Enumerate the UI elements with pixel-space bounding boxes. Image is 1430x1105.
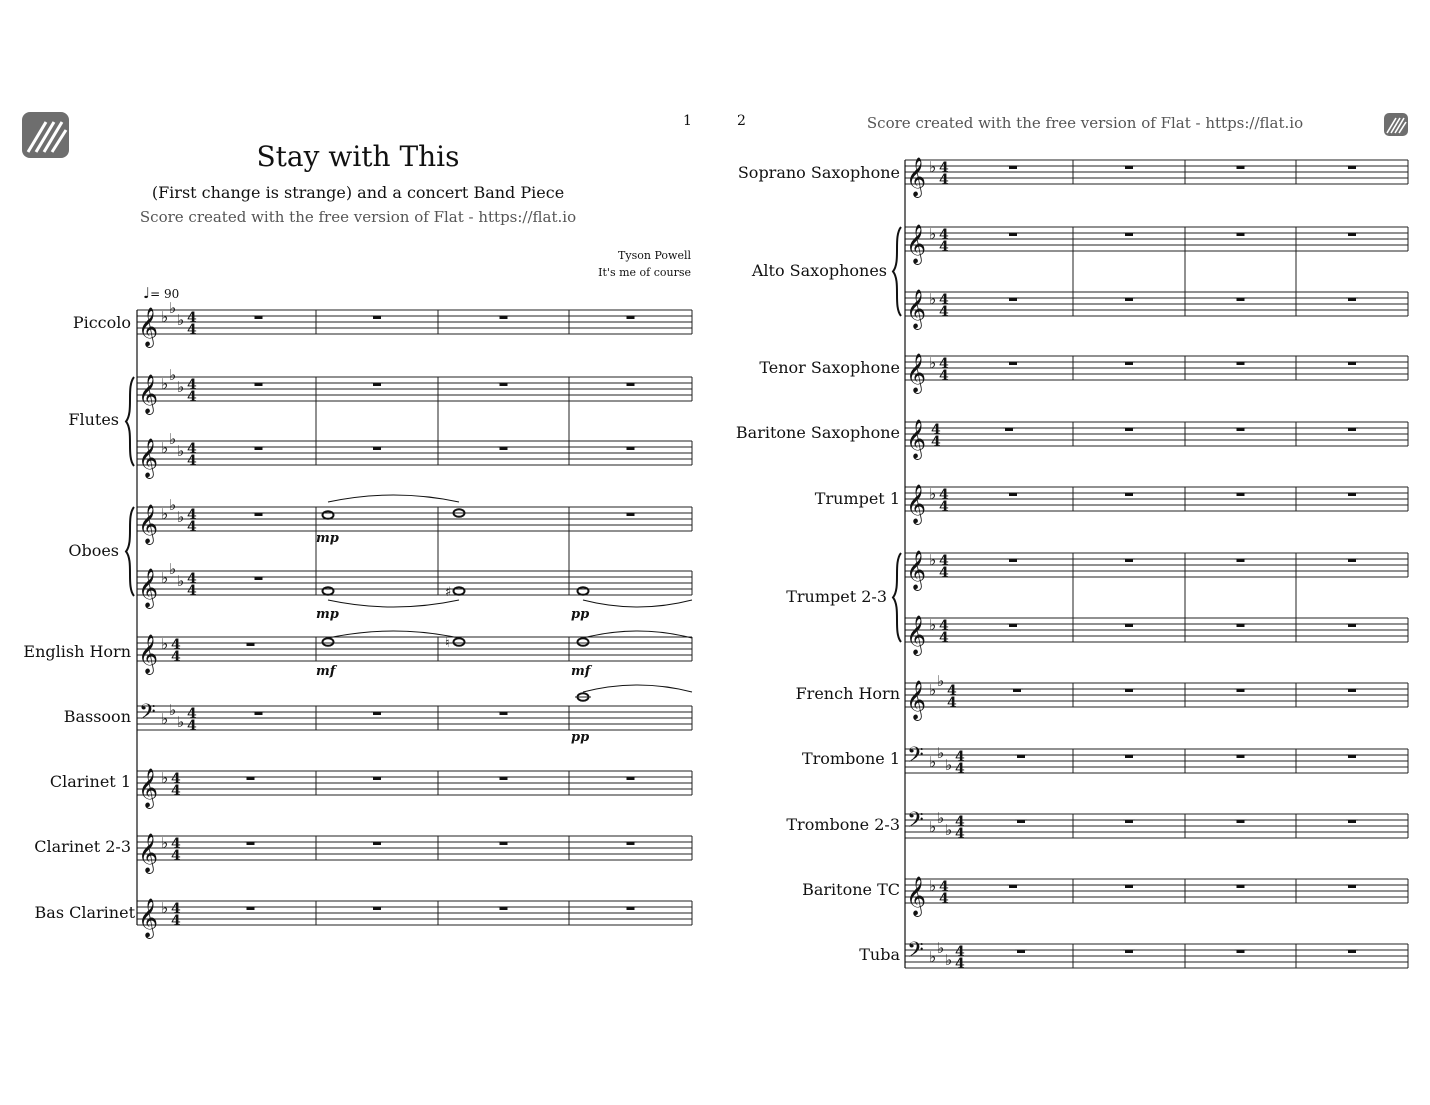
treble-clef-icon: 𝄞 (138, 768, 159, 808)
time-signature: 4 (939, 172, 949, 188)
time-signature: 4 (171, 901, 181, 917)
brace (893, 553, 901, 642)
time-signature: 4 (187, 571, 197, 587)
flat-sign: ♭ (937, 939, 945, 957)
whole-note-icon (454, 638, 465, 646)
composer: Tyson Powell (618, 249, 691, 262)
flat-sign: ♭ (161, 375, 169, 393)
time-signature: 4 (939, 239, 949, 255)
treble-clef-icon: 𝄞 (906, 680, 927, 720)
time-signature: 4 (187, 706, 197, 722)
instrument-label: Trumpet 1 (814, 489, 900, 508)
treble-clef-icon: 𝄞 (906, 484, 927, 524)
instrument-label: Bas Clarinet (34, 903, 135, 922)
flat-credit[interactable]: Score created with the free version of Flat - https://flat.io (866, 114, 1304, 132)
treble-clef-icon: 𝄞 (906, 157, 927, 197)
flat-sign: ♭ (937, 744, 945, 762)
flat-sign: ♭ (161, 308, 169, 326)
time-signature: 4 (955, 944, 965, 960)
time-signature: 4 (939, 879, 949, 895)
time-signature: 4 (931, 434, 941, 450)
time-signature: 4 (171, 836, 181, 852)
flat-sign: ♭ (169, 560, 177, 578)
flat-sign: ♭ (177, 378, 185, 396)
instrument-label: Trombone 2-3 (786, 815, 900, 834)
instrument-label: Clarinet 1 (49, 772, 131, 791)
time-signature: 4 (187, 453, 197, 469)
flat-sign: ♭ (945, 821, 953, 839)
time-signature: 4 (187, 377, 197, 393)
whole-note-icon (323, 587, 334, 595)
instrument-label: Trumpet 2-3 (786, 587, 887, 606)
time-signature: 4 (187, 519, 197, 535)
flat-sign: ♭ (929, 681, 937, 699)
treble-clef-icon: 𝄞 (138, 438, 159, 478)
flat-sign: ♭ (161, 439, 169, 457)
treble-clef-icon: 𝄞 (906, 615, 927, 655)
time-signature: 4 (171, 649, 181, 665)
dynamic-marking: mp (316, 531, 339, 546)
instrument-label: French Horn (795, 684, 900, 703)
treble-clef-icon: 𝄞 (138, 898, 159, 938)
treble-clef-icon: 𝄞 (906, 289, 927, 329)
treble-clef-icon: 𝄞 (906, 353, 927, 393)
flat-sign: ♭ (161, 899, 169, 917)
time-signature: 4 (955, 956, 965, 972)
treble-clef-icon: 𝄞 (906, 550, 927, 590)
page-number: 1 (683, 113, 692, 129)
instrument-label: Oboes (68, 541, 119, 560)
dynamic-marking: mf (571, 664, 591, 679)
flat-sign: ♭ (161, 710, 169, 728)
treble-clef-icon: 𝄞 (906, 224, 927, 264)
time-signature: 4 (939, 565, 949, 581)
time-signature: 4 (947, 683, 957, 699)
time-signature: 4 (939, 499, 949, 515)
time-signature: 4 (939, 227, 949, 243)
accidental: ♯ (445, 585, 452, 600)
flat-credit[interactable]: Score created with the free version of Flat - https://flat.io (139, 208, 577, 226)
score-title: Stay with This (256, 140, 460, 173)
time-signature: 4 (187, 507, 197, 523)
flat-sign: ♭ (169, 430, 177, 448)
instrument-label: Soprano Saxophone (737, 163, 900, 182)
flat-sign: ♭ (929, 551, 937, 569)
treble-clef-icon: 𝄞 (138, 307, 159, 347)
flat-sign: ♭ (161, 569, 169, 587)
whole-note-icon (323, 638, 334, 646)
time-signature: 4 (939, 630, 949, 646)
flat-sign: ♭ (161, 635, 169, 653)
lyricist: It's me of course (598, 266, 691, 279)
time-signature: 4 (171, 783, 181, 799)
time-signature: 4 (187, 441, 197, 457)
treble-clef-icon: 𝄞 (138, 374, 159, 414)
page-number: 2 (737, 113, 746, 129)
flat-sign: ♭ (929, 818, 937, 836)
flat-sign: ♭ (169, 299, 177, 317)
flat-sign: ♭ (929, 948, 937, 966)
time-signature: 4 (939, 304, 949, 320)
instrument-label: Clarinet 2-3 (34, 837, 131, 856)
flat-sign: ♭ (929, 485, 937, 503)
instrument-label: Tenor Saxophone (759, 358, 900, 377)
flat-sign: ♭ (161, 505, 169, 523)
time-signature: 4 (947, 695, 957, 711)
time-signature: 4 (939, 368, 949, 384)
flat-sign: ♭ (929, 753, 937, 771)
slur (583, 600, 692, 607)
flat-sign: ♭ (169, 366, 177, 384)
flat-sign: ♭ (929, 877, 937, 895)
time-signature: 4 (187, 718, 197, 734)
time-signature: 4 (939, 553, 949, 569)
score-subtitle: (First change is strange) and a concert Band Piece (151, 183, 565, 202)
dynamic-marking: mp (316, 607, 339, 622)
instrument-label: Flutes (68, 410, 119, 429)
slur (328, 600, 459, 607)
time-signature: 4 (187, 322, 197, 338)
flat-sign: ♭ (929, 158, 937, 176)
flat-sign: ♭ (937, 809, 945, 827)
treble-clef-icon: 𝄞 (138, 634, 159, 674)
flat-sign: ♭ (161, 769, 169, 787)
brace (126, 377, 134, 466)
whole-note-icon (454, 587, 465, 595)
brace (893, 227, 901, 316)
flat-sign: ♭ (929, 225, 937, 243)
instrument-label: English Horn (23, 642, 131, 661)
dynamic-marking: mf (316, 664, 336, 679)
bass-clef-icon: 𝄢 (907, 938, 924, 968)
time-signature: 4 (955, 814, 965, 830)
instrument-label: Baritone Saxophone (735, 423, 900, 442)
flat-sign: ♭ (177, 311, 185, 329)
time-signature: 4 (955, 826, 965, 842)
treble-clef-icon: 𝄞 (906, 419, 927, 459)
quarter-note-icon: ♩ (143, 284, 151, 302)
instrument-label: Alto Saxophones (751, 261, 887, 280)
flat-sign: ♭ (945, 951, 953, 969)
treble-clef-icon: 𝄞 (138, 504, 159, 544)
time-signature: 4 (187, 310, 197, 326)
time-signature: 4 (939, 618, 949, 634)
time-signature: 4 (939, 292, 949, 308)
accidental: ♮ (445, 636, 450, 651)
flat-sign: ♭ (929, 616, 937, 634)
instrument-label: Tuba (859, 945, 900, 964)
time-signature: 4 (187, 583, 197, 599)
bass-clef-icon: 𝄢 (907, 808, 924, 838)
flat-sign: ♭ (177, 713, 185, 731)
flat-sign: ♭ (161, 834, 169, 852)
flat-sign: ♭ (177, 572, 185, 590)
treble-clef-icon: 𝄞 (906, 876, 927, 916)
time-signature: 4 (171, 913, 181, 929)
flat-sign: ♭ (929, 354, 937, 372)
bass-clef-icon: 𝄢 (139, 700, 156, 730)
time-signature: 4 (939, 487, 949, 503)
flat-sign: ♭ (169, 701, 177, 719)
time-signature: 4 (939, 160, 949, 176)
time-signature: 4 (171, 848, 181, 864)
flat-sign: ♭ (937, 672, 945, 690)
treble-clef-icon: 𝄞 (138, 568, 159, 608)
time-signature: 4 (171, 637, 181, 653)
flat-sign: ♭ (929, 290, 937, 308)
slur (328, 495, 459, 502)
time-signature: 4 (955, 761, 965, 777)
brace (126, 507, 134, 596)
instrument-label: Piccolo (72, 313, 131, 332)
flat-sign: ♭ (177, 508, 185, 526)
dynamic-marking: pp (571, 607, 590, 622)
tempo-value: = 90 (150, 287, 180, 301)
time-signature: 4 (187, 389, 197, 405)
instrument-label: Baritone TC (802, 880, 900, 899)
time-signature: 4 (931, 422, 941, 438)
slur (583, 685, 692, 692)
whole-note-icon (578, 638, 589, 646)
treble-clef-icon: 𝄞 (138, 833, 159, 873)
flat-sign: ♭ (177, 442, 185, 460)
dynamic-marking: pp (571, 730, 590, 745)
time-signature: 4 (939, 356, 949, 372)
instrument-label: Trombone 1 (801, 749, 900, 768)
whole-note-icon (578, 587, 589, 595)
instrument-label: Bassoon (63, 707, 131, 726)
time-signature: 4 (939, 891, 949, 907)
whole-note-icon (323, 511, 334, 519)
bass-clef-icon: 𝄢 (907, 743, 924, 773)
flat-sign: ♭ (945, 756, 953, 774)
flat-sign: ♭ (169, 496, 177, 514)
time-signature: 4 (171, 771, 181, 787)
time-signature: 4 (955, 749, 965, 765)
